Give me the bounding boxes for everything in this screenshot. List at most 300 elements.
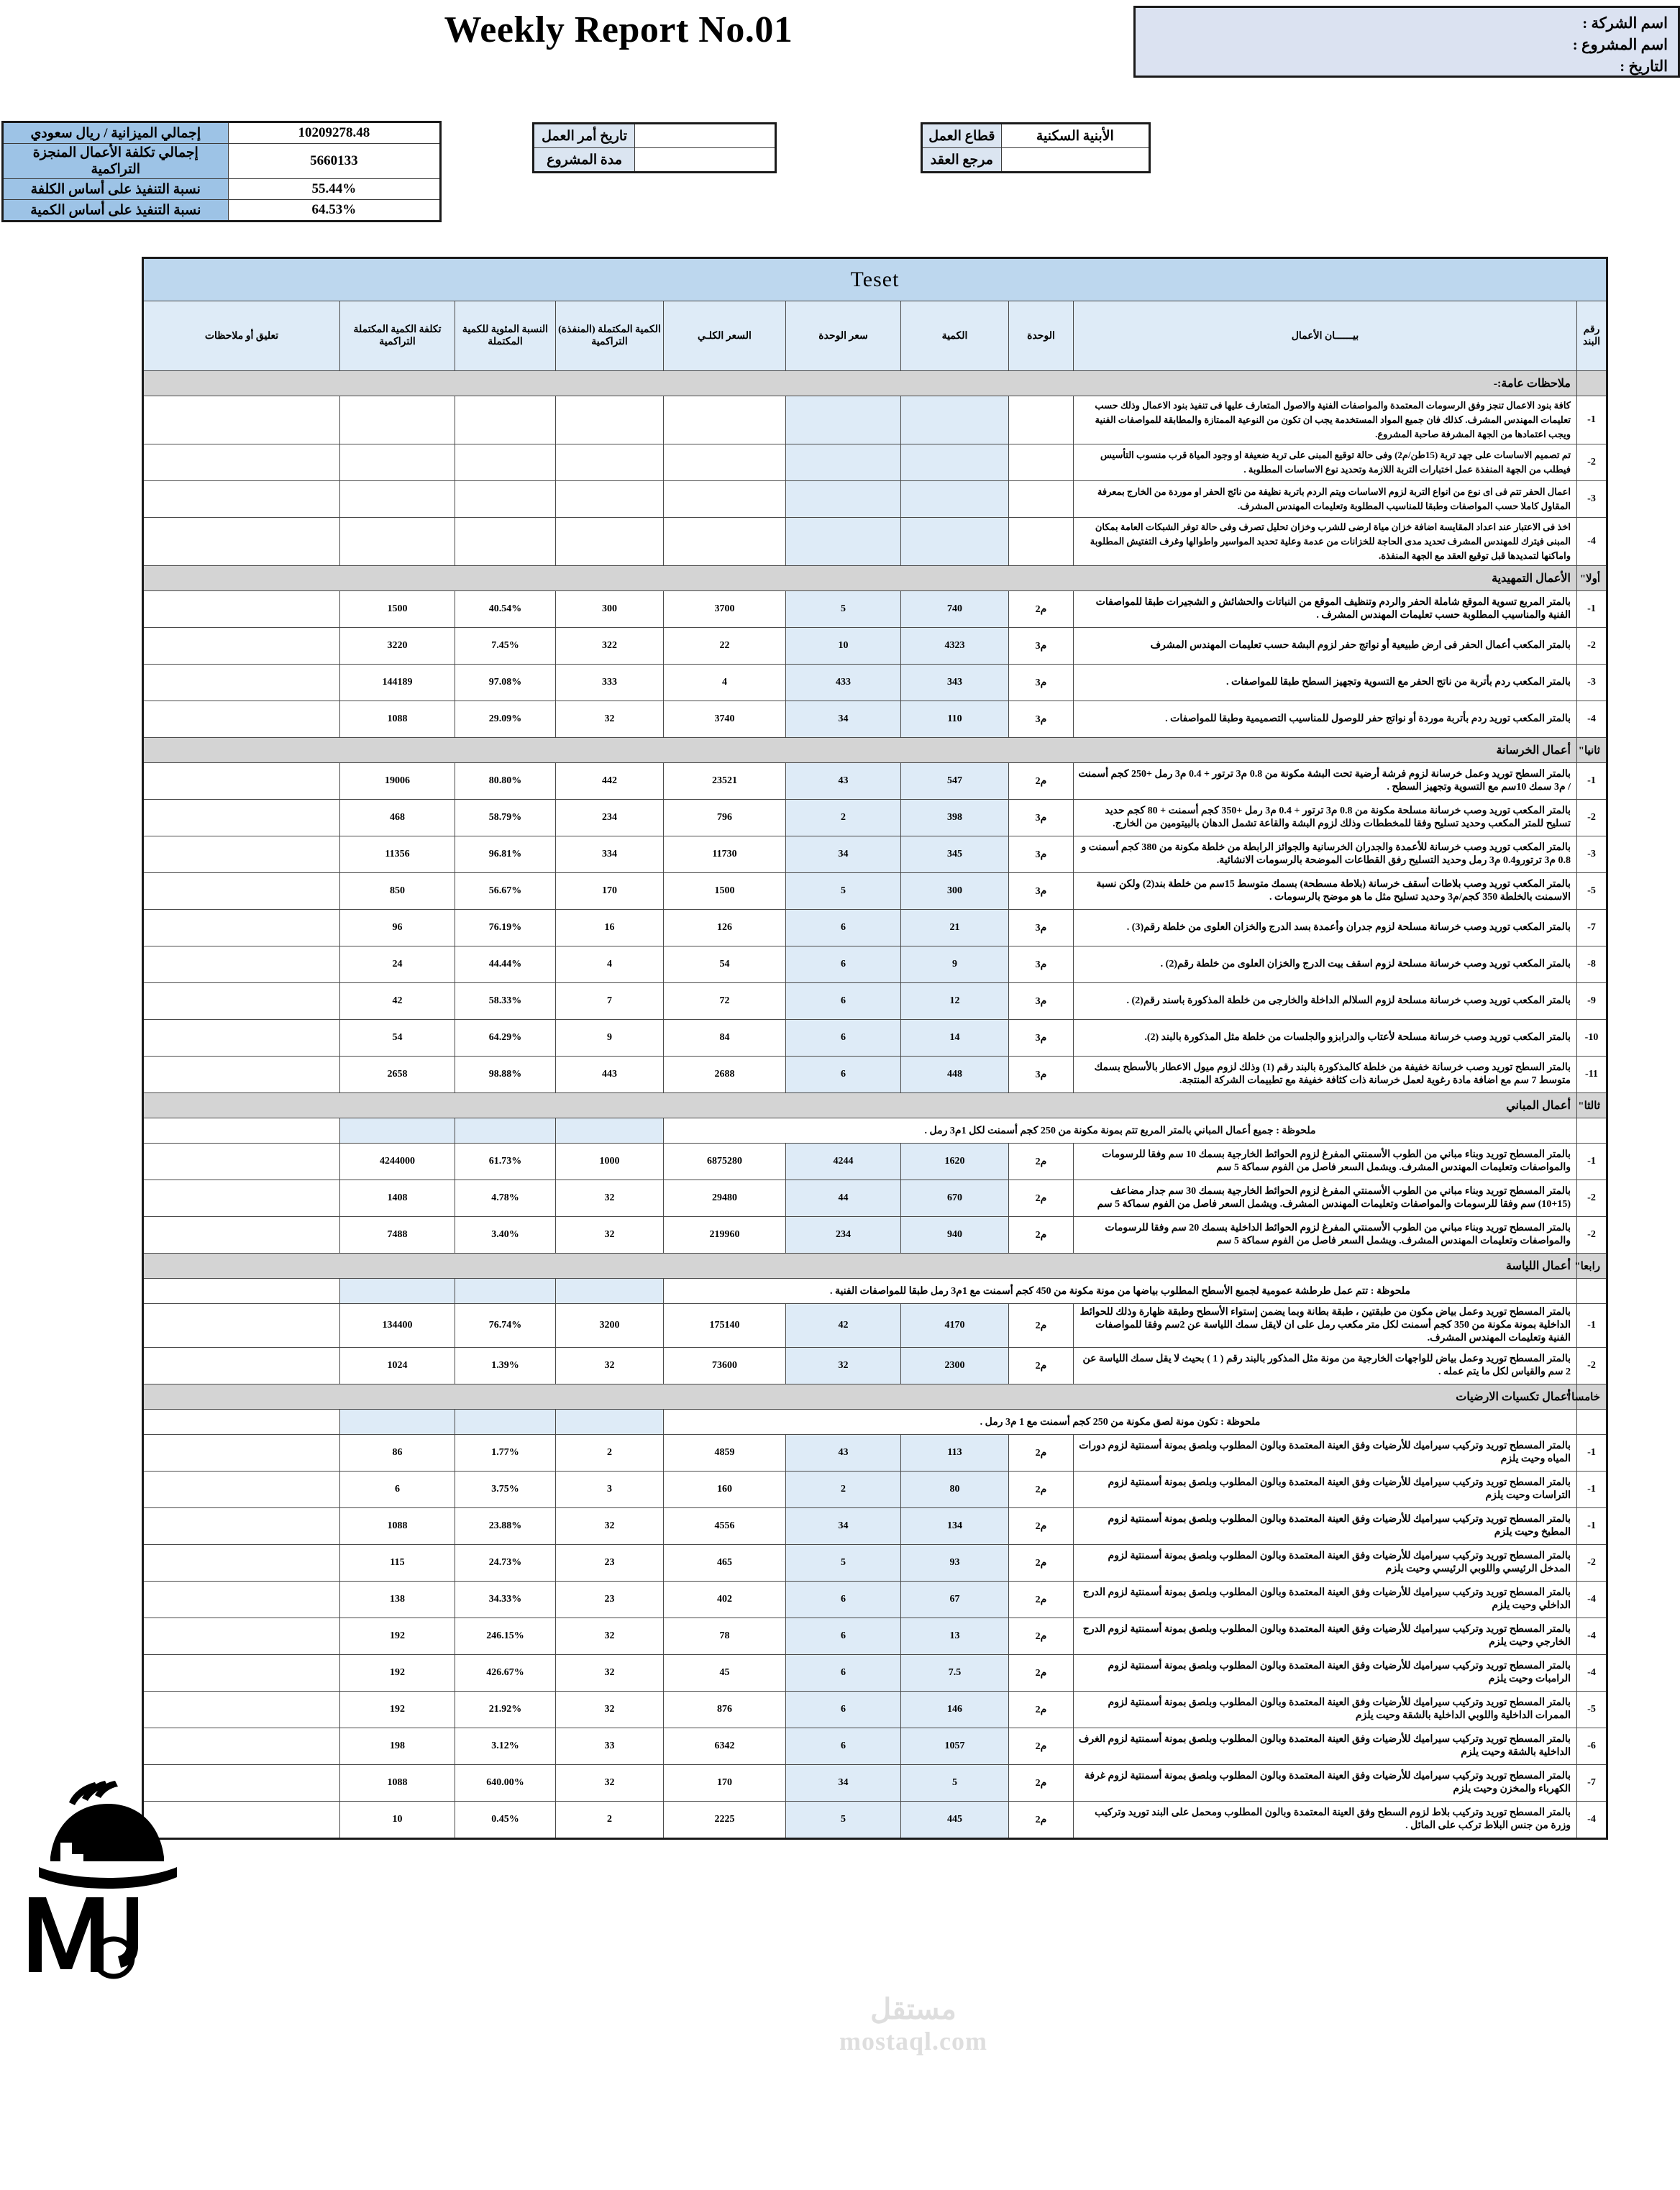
summary-strip [0, 108, 1680, 227]
table-row [142, 518, 1607, 566]
row-percent-complete: 58.33% [455, 983, 556, 1020]
row-percent-complete: 640.00% [455, 1765, 556, 1802]
row-done-quantity: 32 [556, 1618, 664, 1655]
row-number: -4 [1577, 1618, 1607, 1655]
row-unit: م3 [1009, 946, 1074, 983]
row-quantity: 398 [901, 800, 1009, 836]
section-header-row [142, 566, 1607, 591]
row-number: -3 [1577, 481, 1607, 518]
row-description: بالمتر المسطح توريد وعمل بياض مكون من طبقتين ، طبقة بطانة وبما يضمن إستواء الأسطح وطبقة ظهارة وذلك للحوائط الداخلية بمونة مكونة من 350 كجم أسمنت لكل متر مكعب رمل على ان لايقل سمك اللياسة عن 2سم وفقا للمواصفات الفنية وتعليمات المهندس المشرف. [1074, 1304, 1577, 1348]
section-note-cost [340, 1279, 455, 1304]
row-unit: م2 [1009, 1692, 1074, 1728]
row-description: بالمتر المسطح توريد وتركيب سيراميك للأرضيات وفق العينة المعتمدة وبالون المطلوب وبلصق بمونة أسمنتية لزوم الغرف الداخلية بالشقة وحيت يلزم [1074, 1728, 1577, 1765]
row-done-cost: 4244000 [340, 1144, 455, 1180]
row-unit: م3 [1009, 1020, 1074, 1057]
row-notes [142, 1020, 339, 1057]
row-notes [142, 910, 339, 946]
row-quantity: 547 [901, 763, 1009, 800]
row-total-price: 796 [664, 800, 786, 836]
row-description: بالمتر المكعب ردم بأتربة من ناتج الحفر مع التسوية وتجهيز السطح طبقا للمواصفات . [1074, 665, 1577, 701]
section-note-row [142, 1410, 1607, 1435]
row-percent-complete: 76.74% [455, 1304, 556, 1348]
row-notes [142, 1765, 339, 1802]
boq-title-row [142, 258, 1607, 301]
col-header-unit: الوحدة [1009, 301, 1074, 371]
table-row [142, 910, 1607, 946]
col-header-total-price: السعر الكلـي [664, 301, 786, 371]
table-row [3, 179, 441, 200]
row-done-cost: 10 [340, 1802, 455, 1839]
row-total-price: 54 [664, 946, 786, 983]
row-total-price: 45 [664, 1655, 786, 1692]
row-quantity: 146 [901, 1692, 1009, 1728]
row-unit: م2 [1009, 1472, 1074, 1508]
row-number: -4 [1577, 1582, 1607, 1618]
row-number: -2 [1577, 444, 1607, 481]
work-sector-label: قطاع العمل [922, 124, 1002, 148]
row-done-quantity: 16 [556, 910, 664, 946]
qty-progress-value: 64.53% [228, 200, 440, 222]
row-percent-complete [455, 396, 556, 444]
table-row [142, 800, 1607, 836]
row-unit-price: 6 [786, 1655, 901, 1692]
row-number: -7 [1577, 910, 1607, 946]
row-total-price: 465 [664, 1545, 786, 1582]
row-percent-complete: 0.45% [455, 1802, 556, 1839]
section-number [1577, 371, 1607, 396]
row-unit-price: 5 [786, 1545, 901, 1582]
table-row [142, 1655, 1607, 1692]
row-total-price: 402 [664, 1582, 786, 1618]
row-number: -2 [1577, 800, 1607, 836]
row-percent-complete [455, 444, 556, 481]
row-description: بالمتر المكعب توريد وصب خرسانة مسلحة لأعتاب والدرابزو والجلسات من خلطة مثل المذكورة بالبند (2). [1074, 1020, 1577, 1057]
row-done-cost: 198 [340, 1728, 455, 1765]
row-unit: م2 [1009, 1802, 1074, 1839]
project-name-label: اسم المشروع : [1572, 36, 1668, 53]
row-quantity: 4323 [901, 628, 1009, 665]
row-percent-complete: 44.44% [455, 946, 556, 983]
row-percent-complete [455, 518, 556, 566]
table-row [142, 1304, 1607, 1348]
row-percent-complete: 7.45% [455, 628, 556, 665]
section-note-text: ملحوظة : تكون مونة لصق مكونة من 250 كجم أسمنت مع 1 م3 رمل . [664, 1410, 1577, 1435]
row-notes [142, 1348, 339, 1384]
row-quantity: 2300 [901, 1348, 1009, 1384]
table-row [142, 1618, 1607, 1655]
row-done-quantity: 32 [556, 1180, 664, 1217]
table-row [142, 836, 1607, 873]
row-notes [142, 1472, 339, 1508]
row-done-cost: 86 [340, 1435, 455, 1472]
row-unit-price: 234 [786, 1217, 901, 1254]
row-done-quantity: 334 [556, 836, 664, 873]
boq-header-row [142, 301, 1607, 371]
row-done-cost: 1088 [340, 1508, 455, 1545]
row-number: -1 [1577, 1508, 1607, 1545]
section-note-row [142, 1118, 1607, 1144]
row-quantity: 14 [901, 1020, 1009, 1057]
row-done-cost: 468 [340, 800, 455, 836]
row-notes [142, 1545, 339, 1582]
row-quantity: 1057 [901, 1728, 1009, 1765]
table-row [142, 1545, 1607, 1582]
row-percent-complete: 61.73% [455, 1144, 556, 1180]
total-budget-label: إجمالي الميزانية / ريال سعودي [3, 122, 229, 144]
row-percent-complete [455, 481, 556, 518]
row-unit-price: 6 [786, 1582, 901, 1618]
work-order-date-value [635, 124, 776, 148]
row-notes [142, 518, 339, 566]
table-row [142, 983, 1607, 1020]
row-done-cost: 134400 [340, 1304, 455, 1348]
row-done-quantity: 33 [556, 1728, 664, 1765]
row-done-quantity: 1000 [556, 1144, 664, 1180]
section-note-cost [340, 1410, 455, 1435]
table-row [3, 122, 441, 144]
row-unit-price: 43 [786, 763, 901, 800]
row-unit: م2 [1009, 1180, 1074, 1217]
row-unit: م2 [1009, 1582, 1074, 1618]
section-header-row [142, 1093, 1607, 1118]
row-unit: م3 [1009, 983, 1074, 1020]
table-row [142, 1802, 1607, 1839]
table-row [142, 481, 1607, 518]
row-number: -11 [1577, 1057, 1607, 1093]
row-total-price: 3740 [664, 701, 786, 738]
row-notes [142, 1180, 339, 1217]
row-unit: م2 [1009, 1765, 1074, 1802]
row-unit-price: 5 [786, 873, 901, 910]
row-percent-complete: 3.12% [455, 1728, 556, 1765]
row-unit-price [786, 481, 901, 518]
row-quantity [901, 518, 1009, 566]
row-description: بالمتر المسطح توريد وعمل بياض للواجهات الخارجية من مونة مثل المذكور بالبند رقم ( 1 ) بحيث لا يقل سمك اللياسة عن 2 سم والقياس لكل ما يتم عمله . [1074, 1348, 1577, 1384]
budget-summary-table [1, 121, 442, 222]
section-label: أعمال الخرسانة [142, 738, 1576, 763]
row-description: بالمتر المسطح توريد وبناء مباني من الطوب الأسمنتي المفرغ لزوم الحوائط الداخلية بسمك 20 سم وفقا للرسومات والمواصفات وتعليمات المهندس المشرف. ويشمل السعر فاصل من الفوم سماكة 5 سم [1074, 1217, 1577, 1254]
row-unit-price: 5 [786, 1802, 901, 1839]
row-total-price: 4859 [664, 1435, 786, 1472]
company-name-label: اسم الشركة : [1582, 14, 1668, 32]
row-number: -6 [1577, 1728, 1607, 1765]
cost-progress-label: نسبة التنفيذ على أساس الكلفة [3, 179, 229, 200]
row-percent-complete: 426.67% [455, 1655, 556, 1692]
table-row [142, 1472, 1607, 1508]
row-unit [1009, 396, 1074, 444]
row-description: اعمال الحفر تتم فى اى نوع من انواع التربة لزوم الاساسات ويتم الردم باتربة نظيفة من نائج الحفر او موردة من الخارج بمعرفة المقاول كاملا حسب المواصفات وطبقا للمناسيب المطلوبة وتعليمات المهندس المشرف. [1074, 481, 1577, 518]
row-description: بالمتر المكعب توريد وصب خرسانة مسلحة لزوم اسقف بيت الدرج والخزان العلوى من خلطة رقم(2) . [1074, 946, 1577, 983]
row-description: بالمتر المسطح توريد وتركيب سيراميك للأرضيات وفق العينة المعتمدة وبالون المطلوب وبلصق بمونة أسمنتية لزوم الدرج الخارجي وحيت يلزم [1074, 1618, 1577, 1655]
row-done-quantity: 4 [556, 946, 664, 983]
row-percent-complete: 80.80% [455, 763, 556, 800]
row-quantity: 134 [901, 1508, 1009, 1545]
section-label: الأعمال التمهيدية [142, 566, 1576, 591]
row-notes [142, 800, 339, 836]
row-quantity: 4170 [901, 1304, 1009, 1348]
section-note-comment [142, 1279, 339, 1304]
row-done-quantity: 2 [556, 1802, 664, 1839]
row-description: بالمتر المكعب توريد وصب خرسانة للأعمدة والجدران الخرسانية والجوائز الرابطة من خلطة مكونة من 380 كجم أسمنت و 0.8 م3 ترتورو0.4 م3 رمل وحديد التسليح رفق القطاعات الموضحة بالرسومات الانشائية. [1074, 836, 1577, 873]
row-description: بالمتر المسطح توريد وتركيب سيراميك للأرضيات وفق العينة المعتمدة وبالون المطلوب وبلصق بمونة أسمنتية لزوم الممرات الداخلية واللوبي الداخلية بالشقة وحيت يلزم [1074, 1692, 1577, 1728]
table-row [142, 1508, 1607, 1545]
watermark-latin: mostaql.com [839, 2027, 987, 2056]
row-description: بالمتر المكعب توريد ردم بأتربة موردة أو نواتج حفر للوصول للمناسيب التصميمية وطبقا للمواصفات . [1074, 701, 1577, 738]
row-unit: م2 [1009, 1728, 1074, 1765]
row-quantity [901, 444, 1009, 481]
row-description: بالمتر المربع تسوية الموقع شاملة الحفر والردم وتنظيف الموقع من النباتات والحشائش و الشجيرات طبقا للمواصفات الفنية والمناسيب المطلوبة حسب تعليمات المهندس المشرف . [1074, 591, 1577, 628]
row-total-price: 22 [664, 628, 786, 665]
section-label: أعمال تكسيات الارضيات [142, 1384, 1576, 1410]
company-info-box [1133, 6, 1680, 78]
row-description: بالمتر المسطح توريد وتركيب سيراميك للأرضيات وفق العينة المعتمدة وبالون المطلوب وبلصق بمونة أسمنتية لزوم التراسات وحيت يلزم [1074, 1472, 1577, 1508]
section-note-pct [455, 1118, 556, 1144]
row-percent-complete: 40.54% [455, 591, 556, 628]
row-unit: م2 [1009, 591, 1074, 628]
row-done-cost: 138 [340, 1582, 455, 1618]
row-notes [142, 1692, 339, 1728]
row-quantity: 7.5 [901, 1655, 1009, 1692]
table-row [142, 444, 1607, 481]
section-note-number [1577, 1410, 1607, 1435]
row-quantity: 448 [901, 1057, 1009, 1093]
row-done-cost: 3220 [340, 628, 455, 665]
row-quantity [901, 396, 1009, 444]
section-note-text: ملحوظة : تتم عمل طرطشة عمومية لجميع الأسطح المطلوب بياضها من مونة مكونة من 450 كجم أسمنت مع 1م3 رمل طبقا للمواصفات الفنية . [664, 1279, 1577, 1304]
row-total-price: 78 [664, 1618, 786, 1655]
row-total-price: 72 [664, 983, 786, 1020]
col-header-quantity: الكمية [901, 301, 1009, 371]
row-percent-complete: 3.40% [455, 1217, 556, 1254]
boq-body [142, 371, 1607, 1839]
section-note-done [556, 1118, 664, 1144]
row-done-cost: 1088 [340, 1765, 455, 1802]
row-number: -2 [1577, 1180, 1607, 1217]
row-unit: م2 [1009, 763, 1074, 800]
col-header-no: رقم البند [1577, 301, 1607, 371]
row-quantity: 300 [901, 873, 1009, 910]
row-total-price: 170 [664, 1765, 786, 1802]
row-total-price: 219960 [664, 1217, 786, 1254]
row-total-price: 160 [664, 1472, 786, 1508]
section-note-number [1577, 1279, 1607, 1304]
table-row [3, 144, 441, 179]
row-description: بالمتر السطح توريد وعمل خرسانة لزوم فرشة أرضية تحت البشة مكونة من 0.8 م3 ترتور + 0.4 م3 رمل +250 كجم أسمنت / م3 سمك 10سم مع التسوية وتجهيز السطح . [1074, 763, 1577, 800]
row-done-cost: 1024 [340, 1348, 455, 1384]
contract-ref-label: مرجع العقد [922, 148, 1002, 173]
row-percent-complete: 21.92% [455, 1692, 556, 1728]
row-quantity: 12 [901, 983, 1009, 1020]
page-title: Weekly Report No.01 [444, 9, 793, 50]
row-unit-price: 34 [786, 836, 901, 873]
contract-info-table [921, 122, 1151, 173]
col-header-description: بيــــــان الأعمال [1074, 301, 1577, 371]
row-number: -4 [1577, 1655, 1607, 1692]
row-notes [142, 701, 339, 738]
section-note-comment [142, 1118, 339, 1144]
row-percent-complete: 4.78% [455, 1180, 556, 1217]
row-percent-complete: 29.09% [455, 701, 556, 738]
row-done-cost: 42 [340, 983, 455, 1020]
row-notes [142, 665, 339, 701]
row-number: -5 [1577, 873, 1607, 910]
row-unit-price: 6 [786, 1057, 901, 1093]
row-total-price: 175140 [664, 1304, 786, 1348]
row-unit: م3 [1009, 836, 1074, 873]
row-notes [142, 873, 339, 910]
row-notes [142, 1802, 339, 1839]
row-done-quantity: 32 [556, 1508, 664, 1545]
row-done-cost: 115 [340, 1545, 455, 1582]
col-header-done-qty: الكمية المكتملة (المنفذة) التراكمية [556, 301, 664, 371]
row-number: -3 [1577, 665, 1607, 701]
table-row [142, 628, 1607, 665]
row-unit-price: 6 [786, 1618, 901, 1655]
row-percent-complete: 34.33% [455, 1582, 556, 1618]
section-number: خامسا" [1577, 1384, 1607, 1410]
total-budget-value: 10209278.48 [228, 122, 440, 144]
row-percent-complete: 24.73% [455, 1545, 556, 1582]
row-done-cost: 96 [340, 910, 455, 946]
row-unit: م3 [1009, 910, 1074, 946]
row-unit: م3 [1009, 800, 1074, 836]
row-done-quantity: 443 [556, 1057, 664, 1093]
row-quantity: 343 [901, 665, 1009, 701]
section-note-pct [455, 1279, 556, 1304]
row-number: -4 [1577, 518, 1607, 566]
row-number: -1 [1577, 1144, 1607, 1180]
row-total-price [664, 396, 786, 444]
row-notes [142, 1217, 339, 1254]
section-header-row [142, 1254, 1607, 1279]
table-row [142, 1582, 1607, 1618]
row-unit-price: 6 [786, 983, 901, 1020]
section-number: أولا" [1577, 566, 1607, 591]
row-description: بالمتر المسطح توريد وتركيب سيراميك للأرضيات وفق العينة المعتمدة وبالون المطلوب وبلصق بمونة أسمنتية لزوم الرامبات وحيت يلزم [1074, 1655, 1577, 1692]
section-number: ثالثا" [1577, 1093, 1607, 1118]
col-header-done-cost: تكلفة الكمية المكتملة التراكمية [340, 301, 455, 371]
row-notes [142, 396, 339, 444]
row-notes [142, 591, 339, 628]
row-done-quantity: 234 [556, 800, 664, 836]
row-total-price: 84 [664, 1020, 786, 1057]
row-done-cost: 850 [340, 873, 455, 910]
row-total-price: 1500 [664, 873, 786, 910]
row-done-cost: 192 [340, 1618, 455, 1655]
row-number: -2 [1577, 628, 1607, 665]
row-notes [142, 983, 339, 1020]
row-unit: م3 [1009, 1057, 1074, 1093]
section-label: ملاحظات عامة:- [142, 371, 1576, 396]
col-header-notes: تعليق أو ملاحظات [142, 301, 339, 371]
section-header-row [142, 738, 1607, 763]
row-notes [142, 1057, 339, 1093]
completed-cost-value: 5660133 [228, 144, 440, 179]
row-notes [142, 836, 339, 873]
row-unit: م3 [1009, 873, 1074, 910]
row-done-quantity [556, 481, 664, 518]
row-unit-price: 6 [786, 1020, 901, 1057]
table-row [142, 1020, 1607, 1057]
row-number: -4 [1577, 701, 1607, 738]
row-notes [142, 444, 339, 481]
table-row [142, 1057, 1607, 1093]
table-row [142, 1144, 1607, 1180]
row-total-price: 4556 [664, 1508, 786, 1545]
row-number: -1 [1577, 1435, 1607, 1472]
boq-table [142, 257, 1608, 1840]
row-notes [142, 628, 339, 665]
row-done-cost: 2658 [340, 1057, 455, 1093]
row-unit-price: 44 [786, 1180, 901, 1217]
row-description: بالمتر المسطح توريد وتركيب سيراميك للأرضيات وفق العينة المعتمدة وبالون المطلوب وبلصق بمونة أسمنتية لزوم دورات المياه وحيت يلزم [1074, 1435, 1577, 1472]
row-total-price: 11730 [664, 836, 786, 873]
row-unit: م2 [1009, 1545, 1074, 1582]
row-number: -10 [1577, 1020, 1607, 1057]
row-notes [142, 1618, 339, 1655]
row-done-cost: 11356 [340, 836, 455, 873]
row-quantity: 940 [901, 1217, 1009, 1254]
row-description: بالمتر المكعب توريد وصب بلاطات أسقف خرسانة (بلاطة مسطحة) بسمك متوسط 15سم من خلطة بند(2) ولكن نسبة الاسمنت بالخلطة 350 كجم/م3 وحديد تسليح مثل ما هو موضح بالرسومات . [1074, 873, 1577, 910]
row-percent-complete: 3.75% [455, 1472, 556, 1508]
row-notes [142, 1508, 339, 1545]
row-unit: م2 [1009, 1508, 1074, 1545]
row-number: -3 [1577, 836, 1607, 873]
row-description: بالمتر المسطح توريد وتركيب سيراميك للأرضيات وفق العينة المعتمدة وبالون المطلوب وبلصق بمونة أسمنتية لزوم المدخل الرئيسي واللوبي الرئيسي وحيت يلزم [1074, 1545, 1577, 1582]
row-total-price: 2225 [664, 1802, 786, 1839]
row-unit-price: 433 [786, 665, 901, 701]
row-quantity: 110 [901, 701, 1009, 738]
row-done-quantity: 3 [556, 1472, 664, 1508]
row-done-quantity: 333 [556, 665, 664, 701]
row-unit-price: 6 [786, 946, 901, 983]
row-number: -1 [1577, 763, 1607, 800]
row-done-quantity: 23 [556, 1582, 664, 1618]
row-percent-complete: 76.19% [455, 910, 556, 946]
row-description: بالمتر المكعب أعمال الحفر فى ارض طبيعية أو نواتج حفر لزوم البشة حسب تعليمات المهندس المشرف [1074, 628, 1577, 665]
row-notes [142, 1304, 339, 1348]
section-header-row [142, 371, 1607, 396]
row-unit-price [786, 518, 901, 566]
row-total-price [664, 518, 786, 566]
row-percent-complete: 1.77% [455, 1435, 556, 1472]
row-unit-price: 34 [786, 1508, 901, 1545]
row-done-cost [340, 518, 455, 566]
row-unit [1009, 518, 1074, 566]
project-duration-label: مدة المشروع [534, 148, 635, 173]
row-unit-price: 6 [786, 1728, 901, 1765]
table-row [534, 124, 776, 148]
row-done-cost: 192 [340, 1692, 455, 1728]
row-percent-complete: 64.29% [455, 1020, 556, 1057]
row-unit: م3 [1009, 665, 1074, 701]
project-duration-value [635, 148, 776, 173]
row-unit-price: 6 [786, 910, 901, 946]
row-notes [142, 1655, 339, 1692]
mostaql-watermark [762, 1992, 1064, 2056]
row-description: بالمتر المسطح توريد وبناء مباني من الطوب الأسمنتي المفرغ لزوم الحوائط الخارجية بسمك 30 سم جدار مضاعف (15+10) سم وفقا للرسومات والمواصفات وتعليمات المهندس المشرف. ويشمل السعر فاصل من الفوم سماكة 5 سم [1074, 1180, 1577, 1217]
row-unit-price: 5 [786, 591, 901, 628]
row-number: -2 [1577, 1545, 1607, 1582]
row-unit: م2 [1009, 1304, 1074, 1348]
row-done-cost: 19006 [340, 763, 455, 800]
row-description: بالمتر المكعب توريد وصب خرسانة مسلحة لزوم جدران وأعمدة بسد الدرج والخزان العلوى من خلطة رقم(3) . [1074, 910, 1577, 946]
col-header-percent: النسبة المئوية للكمية المكتملة [455, 301, 556, 371]
row-number: -1 [1577, 396, 1607, 444]
row-unit: م2 [1009, 1348, 1074, 1384]
boq-title: Teset [142, 258, 1607, 301]
row-total-price [664, 481, 786, 518]
